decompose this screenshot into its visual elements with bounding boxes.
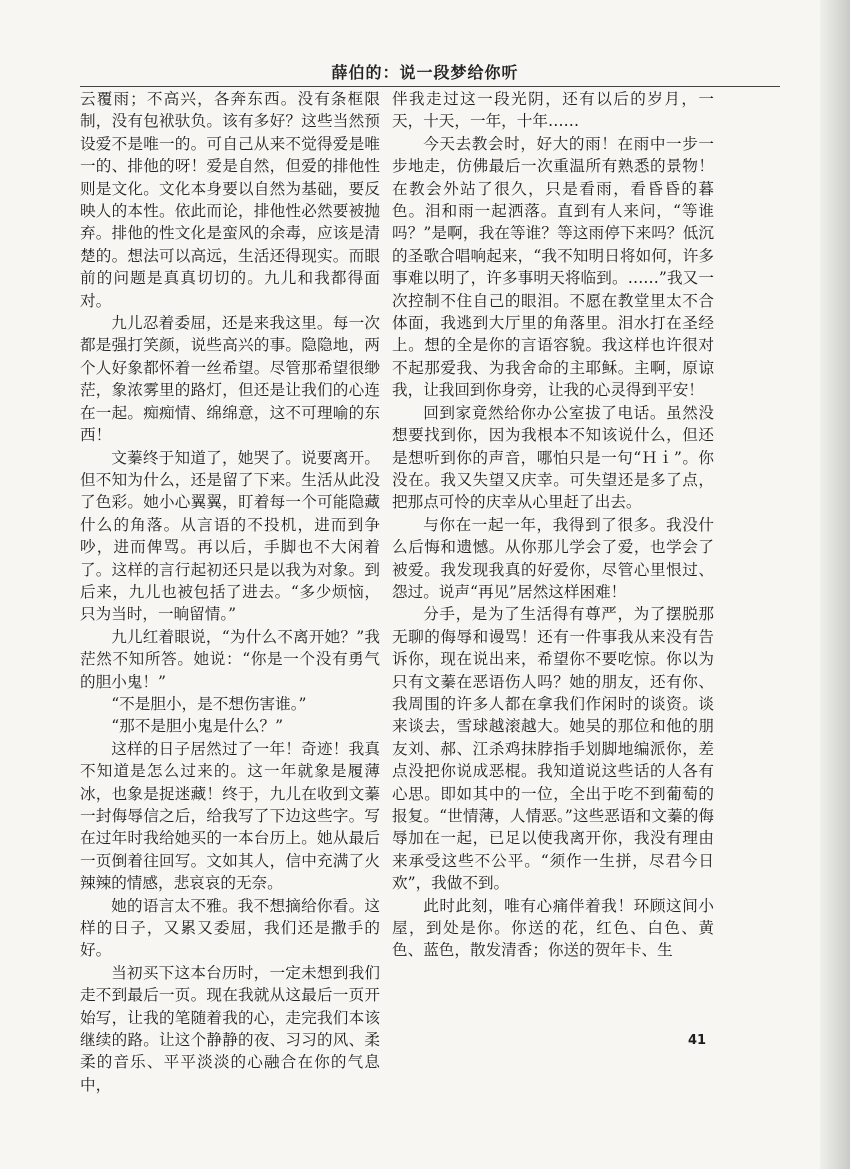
paragraph: 与你在一起一年，我得到了很多。我没什么后悔和遗憾。从你那儿学会了爱，也学会了被爱。我发现我真的好爱你，尽管心里恨过、怨过。说声“再见”居然这样困难！ xyxy=(392,515,714,601)
paragraph: 她的语言太不雅。我不想摘给你看。这样的日子，又累又委屈，我们还是撒手的好。 xyxy=(80,896,380,960)
paragraph: 文蓁终于知道了，她哭了。说要离开。但不知为什么，还是留了下来。生活从此没了色彩。她小心翼翼，盯着每一个可能隐藏什么的角落。从言语的不投机，进而到争吵，进而俾骂。再以后，手脚也不大闲着了。这样的言行起初还只是以我为对象。到后来，九儿也被包括了进去。“多少烦恼，只为当时，一晌留情。” xyxy=(80,448,380,624)
right-column xyxy=(392,88,714,962)
paragraph: 当初买下这本台历时，一定未想到我们走不到最后一页。现在我就从这最后一页开始写，让我的笔随着我的心，走完我们本该继续的路。让这个静静的夜、习习的风、柔柔的音乐、平平淡淡的心融合在你的气息中， xyxy=(80,963,380,1094)
scan-page-edge xyxy=(820,0,850,1169)
header-rule xyxy=(80,86,780,87)
paragraph: 九儿红着眼说，“为什么不离开她？”我茫然不知所答。她说：“你是一个没有勇气的胆小鬼！” xyxy=(80,627,380,691)
paragraph: 此时此刻，唯有心痛伴着我！环顾这间小屋，到处是你。你送的花，红色、白色、黄色、蓝色，散发清香；你送的贺年卡、生 xyxy=(392,896,714,960)
paragraph: 回到家竟然给你办公室拔了电话。虽然没想要找到你，因为我根本不知该说什么，但还是想听到你的声音，哪怕只是一句“Ｈｉ”。你没在。我又失望又庆幸。可失望还是多了点，把那点可怜的庆幸从心里赶了出去。 xyxy=(392,403,714,512)
paragraph: “不是胆小，是不想伤害谁。” xyxy=(111,694,307,713)
paragraph: 云覆雨；不高兴，各奔东西。没有条框限制，没有包袱驮负。该有多好？这些当然预设爱不是唯一的。可自己从来不觉得爱是唯一的、排他的呀！爱是自然，但爱的排他性则是文化。文化本身要以自然为基础，要反映人的本性。依此而论，排他性必然要被抛弃。排他的性文化是蛮风的余毒，应该是清楚的。想法可以高远，生活还得现实。而眼前的问题是真真切切的。九儿和我都得面对。 xyxy=(80,90,380,310)
running-header-title: 薛伯的：说一段梦给你听 xyxy=(331,63,519,82)
paragraph: 今天去教会时，好大的雨！在雨中一步一步地走，仿佛最后一次重温所有熟悉的景物！在教会外站了很久，只是看雨，看昏昏的暮色。泪和雨一起洒落。直到有人来问，“等谁吗？”是啊，我在等谁？等这雨停下来吗？低沉的圣歌合唱响起来，“我不知明日将如何，许多事难以明了，许多事明天将临到。……”我又一次控制不住自己的眼泪。不愿在教堂里太不合体面，我逃到大厅里的角落里。泪水打在圣经上。想的全是你的言语容貌。我这样也许很对不起那爱我、为我舍命的主耶稣。主啊，原谅我，让我回到你身旁，让我的心灵得到平安！ xyxy=(392,134,714,400)
paragraph: 伴我走过这一段光阴，还有以后的岁月，一天，十天，一年，十年…… xyxy=(392,90,714,131)
left-column xyxy=(80,88,380,1096)
page-number: 41 xyxy=(688,1033,707,1048)
paragraph: 九儿忍着委屈，还是来我这里。每一次都是强打笑颜，说些高兴的事。隐隐地，两个人好象都怀着一丝希望。尽管那希望很缈茫，象浓雾里的路灯，但还是让我们的心连在一起。痴痴情、绵绵意，这不可理喻的东西！ xyxy=(80,314,380,445)
paragraph: 这样的日子居然过了一年！奇迹！我真不知道是怎么过来的。这一年就象是履薄冰，也象是捉迷藏！终于，九儿在收到文蓁一封侮辱信之后，给我写了下边这些字。写在过年时我给她买的一本台历上。她从最后一页倒着往回写。文如其人，信中充满了火辣辣的情感，悲哀哀的无奈。 xyxy=(80,739,380,893)
paragraph: 分手，是为了生活得有尊严，为了摆脱那无聊的侮辱和谩骂！还有一件事我从来没有告诉你，现在说出来，希望你不要吃惊。你以为只有文蓁在恶语伤人吗？她的朋友，还有你、我周围的许多人都在拿我们作闲时的谈资。谈来谈去，雪球越滚越大。她吴的那位和他的朋友刘、郝、江杀鸡抹脖指手划脚地编派你，差点没把你说成恶棍。我知道说这些话的人各有心思。即如其中的一位，全出于吃不到葡萄的报复。“世情薄，人情恶。”这些恶语和文蓁的侮辱加在一起，已足以使我离开你，我没有理由来承受这些不公平。“须作一生拼，尽君今日欢”，我做不到。 xyxy=(392,605,714,893)
paragraph: “那不是胆小鬼是什么？” xyxy=(111,717,284,736)
